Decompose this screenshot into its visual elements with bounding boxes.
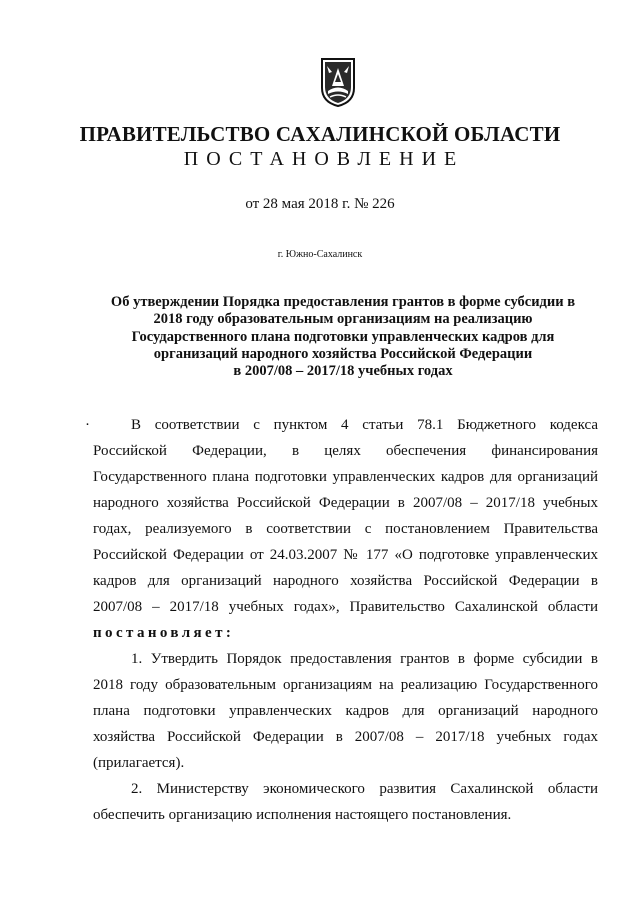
- preamble-line: Российской Федерации, в целях обеспечения финансирования: [93, 443, 598, 459]
- preamble-line: В соответствии с пунктом 4 статьи 78.1 Бюджетного кодекса: [131, 417, 598, 433]
- item-1-line: (прилагается).: [93, 755, 185, 771]
- item-1-line: хозяйства Российской Федерации в 2007/08 – 2017/18 учебных годах: [93, 729, 598, 745]
- subject-line: организаций народного хозяйства Российской Федерации: [153, 345, 533, 362]
- item-1-line: плана подготовки управленческих кадров для организаций народного: [93, 703, 598, 719]
- preamble-line: народного хозяйства Российской Федерации в 2007/08 – 2017/18 учебных: [93, 495, 598, 511]
- document-date-number: от 28 мая 2018 г. № 226: [245, 196, 395, 212]
- preamble-line: Государственного плана подготовки управленческих кадров для организаций: [93, 469, 598, 485]
- preamble-line: Российской Федерации от 24.03.2007 № 177 «О подготовке управленческих: [93, 547, 598, 563]
- subject-line: Об утверждении Порядка предоставления грантов в форме субсидии в: [110, 294, 576, 310]
- document-subject: [95, 294, 591, 380]
- document-body: [85, 412, 598, 828]
- government-title: ПРАВИТЕЛЬСТВО САХАЛИНСКОЙ ОБЛАСТИ: [79, 122, 561, 146]
- item-1-line: 1. Утвердить Порядок предоставления грантов в форме субсидии в: [131, 651, 598, 667]
- resolves-word: постановляет:: [93, 625, 235, 641]
- sakhalin-coat-of-arms-icon: [319, 56, 357, 108]
- item-2-line: 2. Министерству экономического развития Сахалинской области: [131, 781, 598, 797]
- document-city: г. Южно-Сахалинск: [277, 249, 363, 260]
- preamble-line: кадров для организаций народного хозяйства Российской Федерации в: [93, 573, 598, 589]
- preamble-line: 2007/08 – 2017/18 учебных годах», Правительство Сахалинской области: [93, 599, 598, 615]
- preamble-line: годах, реализуемого в соответствии с постановлением Правительства: [93, 521, 598, 537]
- subject-line: Государственного плана подготовки управленческих кадров для: [131, 328, 555, 345]
- subject-line: 2018 году образовательным организациям на реализацию: [153, 311, 533, 328]
- subject-line: в 2007/08 – 2017/18 учебных годах: [233, 363, 453, 380]
- document-type: ПОСТАНОВЛЕНИЕ: [183, 148, 465, 170]
- item-2-line: обеспечить организацию исполнения настоящего постановления.: [93, 807, 512, 823]
- margin-mark: ·: [85, 417, 90, 433]
- item-1-line: 2018 году образовательным организациям на реализацию Государственного: [93, 677, 598, 693]
